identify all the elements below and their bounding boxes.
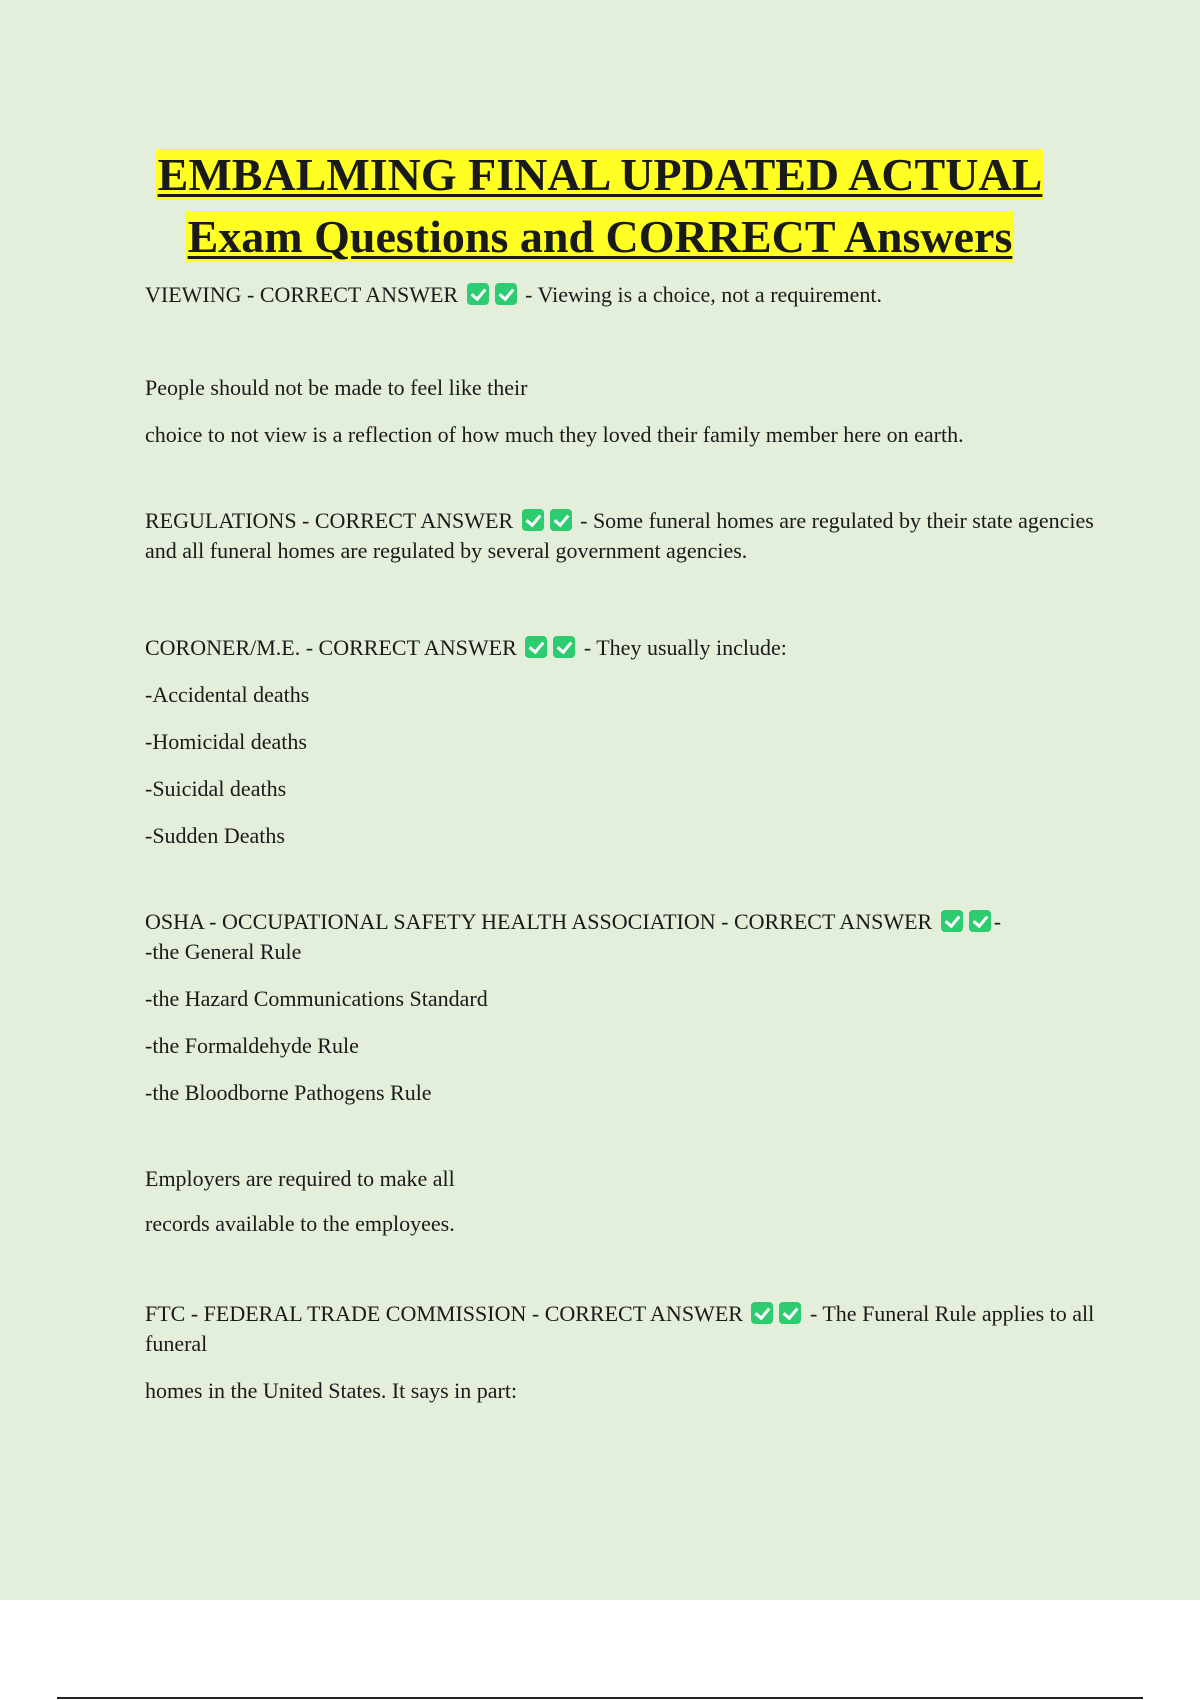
list-item: -the Bloodborne Pathogens Rule [145,1080,432,1105]
check-mark-icon [522,509,544,531]
entry-viewing [145,280,1095,310]
check-mark-icon [553,636,575,658]
entry-text-line: Employers are required to make all [145,1166,455,1191]
document-title [0,144,1200,268]
footer-divider [57,1697,1143,1699]
check-mark-icon [525,636,547,658]
title-line-2: Exam Questions and CORRECT Answers [187,211,1013,262]
check-mark-icon [751,1302,773,1324]
entry-question: FTC - FEDERAL TRADE COMMISSION - CORRECT ANSWER [145,1301,743,1326]
entry-ftc [145,1299,1095,1359]
entry-text-line: homes in the United States. It says in part: [145,1378,518,1403]
entry-text-line: People should not be made to feel like their [145,375,528,400]
list-item: -the Hazard Communications Standard [145,986,488,1011]
entry-question: OSHA - OCCUPATIONAL SAFETY HEALTH ASSOCIATION - CORRECT ANSWER [145,909,933,934]
entry-answer: - The Funeral Rule applies to all funeral [145,1301,1095,1356]
entry-regulations [145,506,1095,566]
entry-answer: - Some funeral homes are regulated by their state agencies and all funeral homes are regulated by several government agencies. [145,508,1094,563]
list-item: -Homicidal deaths [145,729,307,754]
list-item: -the Formaldehyde Rule [145,1033,359,1058]
check-mark-icon [779,1302,801,1324]
check-mark-icon [467,283,489,305]
list-item: -Accidental deaths [145,682,310,707]
entry-answer: - [993,909,1002,934]
title-line-1: EMBALMING FINAL UPDATED ACTUAL [157,149,1043,200]
entry-osha [145,907,1095,937]
entry-question: REGULATIONS - CORRECT ANSWER [145,508,514,533]
document-body [145,280,1095,1406]
entry-question: VIEWING - CORRECT ANSWER [145,282,459,307]
entry-question: CORONER/M.E. - CORRECT ANSWER [145,635,517,660]
entry-text-line: choice to not view is a reflection of how much they loved their family member here on earth. [145,422,964,447]
list-item: -the General Rule [145,939,302,964]
list-item: -Suicidal deaths [145,776,287,801]
check-mark-icon [941,910,963,932]
entry-answer: - They usually include: [583,635,787,660]
list-item: -Sudden Deaths [145,823,285,848]
check-mark-icon [969,910,991,932]
entry-text-line: records available to the employees. [145,1211,455,1236]
check-mark-icon [550,509,572,531]
entry-coroner [145,633,1095,663]
check-mark-icon [495,283,517,305]
entry-answer: - Viewing is a choice, not a requirement. [525,282,882,307]
